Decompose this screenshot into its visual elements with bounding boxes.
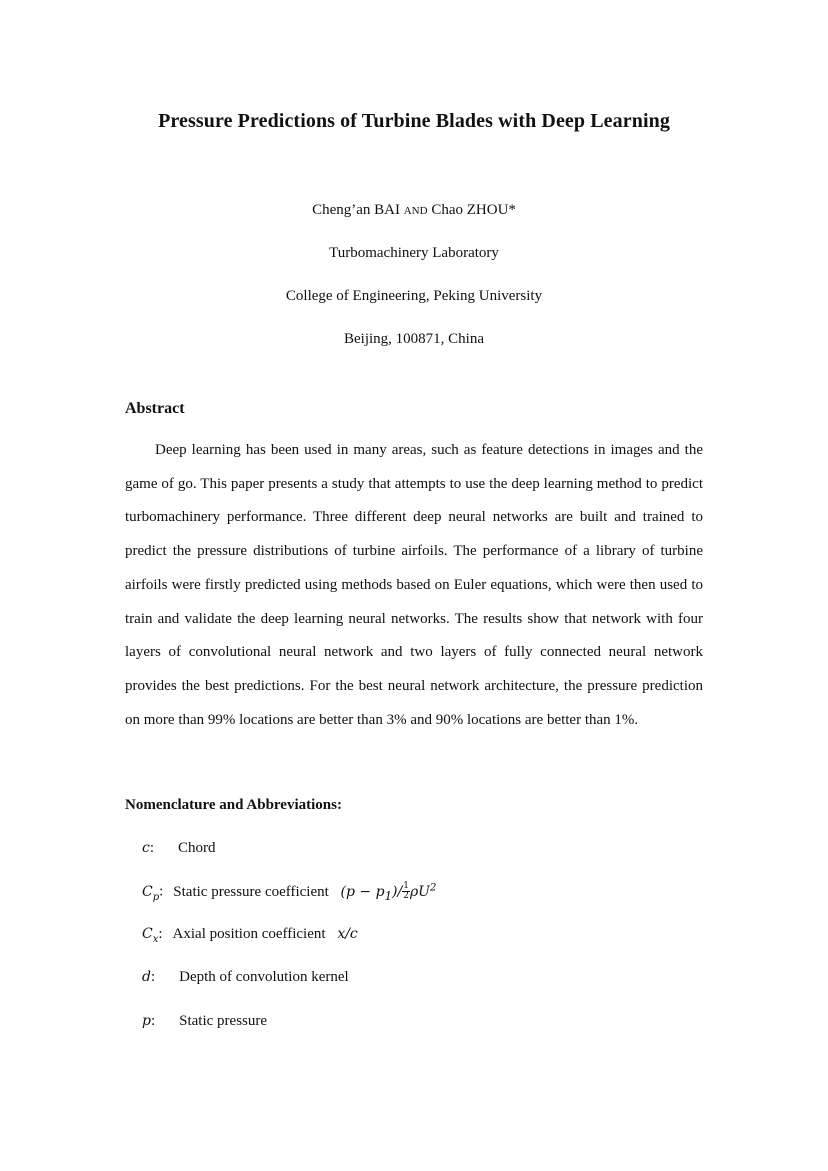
nomenclature-item-axial-coefficient: $C_x$: Axial position coefficient x/c — [142, 926, 358, 945]
affiliation-lab: Turbomachinery Laboratory — [329, 245, 499, 261]
nomenclature-formula: x/c — [337, 926, 358, 942]
nomenclature-description: Static pressure coefficient — [173, 883, 329, 900]
author-second: Chao ZHOU* — [431, 202, 516, 218]
paper-title: Pressure Predictions of Turbine Blades with Deep Learning — [158, 110, 670, 132]
nomenclature-description: Static pressure — [179, 1013, 268, 1029]
nomenclature-heading: Nomenclature and Abbreviations: — [125, 797, 342, 813]
affiliation-college: College of Engineering, Peking University — [285, 288, 543, 304]
nomenclature-item-kernel-depth: d: Depth of convolution kernel — [142, 969, 349, 985]
nomenclature-symbol: d — [142, 969, 151, 985]
nomenclature-item-chord: c: Chord — [142, 840, 216, 856]
affiliation-location: Beijing, 100871, China — [344, 331, 484, 347]
nomenclature-formula: $(p - p_1)/$ $\frac{1}{2}$ $\rho U^2$ — [340, 881, 437, 903]
nomenclature-item-static-pressure: p: Static pressure — [142, 1013, 268, 1029]
author-line — [0, 202, 828, 219]
nomenclature-description: Axial position coefficient — [172, 926, 326, 942]
abstract-heading: Abstract — [125, 400, 185, 417]
author-connector: AND — [403, 205, 428, 217]
nomenclature-description: Chord — [178, 840, 216, 856]
nomenclature-symbol: $C_p$ — [142, 883, 160, 903]
nomenclature-item-pressure-coefficient: $C_p$: Static pressure coefficient $(p - p_1)/$ $\frac{1}{2}$ $\rho U^2$ — [142, 881, 437, 903]
abstract-body: Deep learning has been used in many areas, such as feature detections in images and the game of go. This paper presents a study that attempts to use the deep learning method to predict turbomachinery performance. Three different deep neural networks are built and trained to predict the pressure distributions of turbine airfoils. The performance of a library of turbine airfoils were firstly predicted using methods based on Euler equations, which were then used to train and validate the deep learning neural networks. The results show that network with four layers of convolutional neural network and two layers of fully connected neural network provides the best predictions. For the best neural network architecture, the pressure prediction on more than 99% locations are better than 3% and 90% locations are better than 1%. — [125, 442, 703, 728]
nomenclature-description: Depth of convolution kernel — [179, 969, 349, 985]
nomenclature-symbol: $C_x$ — [142, 926, 159, 945]
author-first: Cheng’an BAI — [312, 202, 400, 218]
nomenclature-symbol: c — [142, 840, 150, 856]
nomenclature-symbol: p — [142, 1013, 151, 1029]
